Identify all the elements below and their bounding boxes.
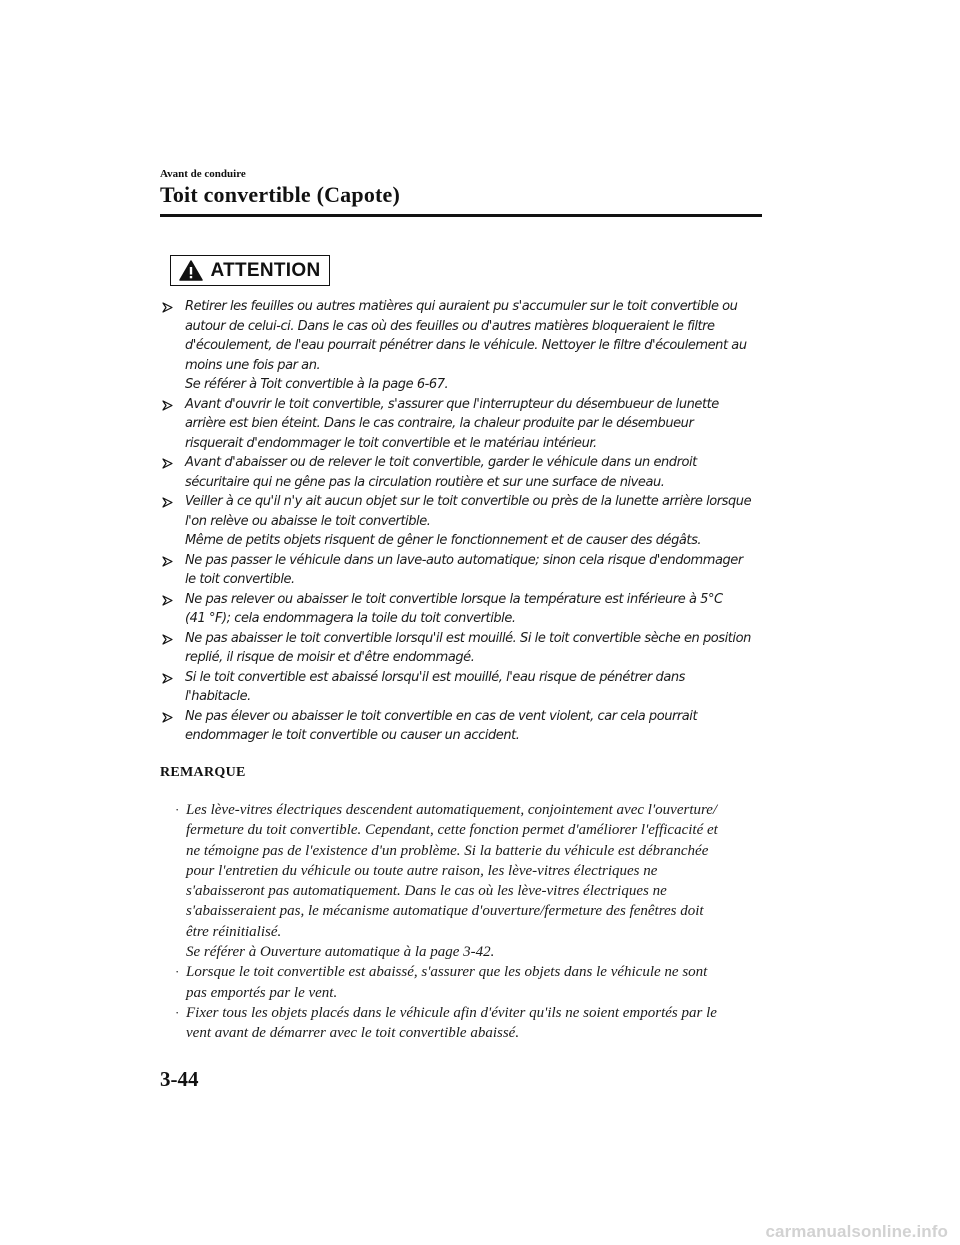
arrow-bullet-icon <box>162 458 173 469</box>
arrow-bullet-icon <box>162 556 173 567</box>
remarque-item-line: Les lève-vitres électriques descendent automatiquement, conjointement avec l'ouverture/ <box>186 802 718 818</box>
remarque-item-line: vent avant de démarrer avec le toit convertible abaissé. <box>186 1025 520 1042</box>
attention-item <box>160 453 766 492</box>
attention-item <box>160 707 766 746</box>
remarque-item-line: s'abaisseront pas automatiquement. Dans le cas où les lève-vitres électriques ne <box>186 883 667 900</box>
arrow-bullet-icon <box>162 634 173 645</box>
remarque-item <box>160 800 766 962</box>
attention-item-line: le toit convertible. <box>185 572 295 587</box>
remarque-item <box>160 1003 766 1044</box>
attention-item-line: l'on relève ou abaisse le toit convertible. <box>185 513 431 529</box>
attention-item-line: d'écoulement, de l'eau pourrait pénétrer dans le véhicule. Nettoyer le filtre d'écoulement au <box>185 338 747 353</box>
arrow-bullet-icon <box>162 497 173 508</box>
attention-item <box>160 668 766 707</box>
attention-item <box>160 590 766 629</box>
bullet-dot: · <box>175 802 180 817</box>
attention-item-line: sécuritaire qui ne gêne pas la circulation routière et sur une surface de niveau. <box>185 474 665 490</box>
remarque-item-line: Se référer à Ouverture automatique à la page 3-42. <box>186 944 495 961</box>
section-label: Avant de conduire <box>160 168 246 180</box>
arrow-bullet-icon <box>162 595 173 606</box>
remarque-item-line: s'abaisseraient pas, le mécanisme automatique d'ouverture/fermeture des fenêtres doit <box>186 903 704 920</box>
remarque-heading: REMARQUE <box>160 765 246 780</box>
attention-item-line: Avant d'abaisser ou de relever le toit convertible, garder le véhicule dans un endroit <box>185 455 697 470</box>
attention-item <box>160 551 766 590</box>
page-number: 3-44 <box>160 1067 199 1091</box>
attention-item <box>160 395 766 454</box>
title-divider <box>160 214 762 217</box>
attention-item-line: moins une fois par an. <box>185 357 321 373</box>
attention-item-line: Retirer les feuilles ou autres matières qui auraient pu s'accumuler sur le toit convertible ou <box>185 299 738 314</box>
attention-item-line: Ne pas passer le véhicule dans un lave-auto automatique; sinon cela risque d'endommager <box>185 552 743 568</box>
attention-item-line: Même de petits objets risquent de gêner le fonctionnement et de causer des dégâts. <box>185 533 702 548</box>
warning-triangle-icon <box>179 260 203 281</box>
attention-item-line: Si le toit convertible est abaissé lorsqu'il est mouillé, l'eau risque de pénétrer dans <box>185 669 685 685</box>
attention-label: ATTENTION <box>210 259 321 281</box>
arrow-bullet-icon <box>162 712 173 723</box>
arrow-bullet-icon <box>162 400 173 411</box>
attention-item <box>160 629 766 668</box>
attention-item-line: risquerait d'endommager le toit convertible et le matériau intérieur. <box>185 435 597 451</box>
attention-item-line: l'habitacle. <box>185 689 251 704</box>
page-title: Toit convertible (Capote) <box>160 182 401 207</box>
bullet-dot: · <box>175 964 180 980</box>
attention-item-line: endommager le toit convertible ou causer un accident. <box>185 728 520 743</box>
attention-item-line: autour de celui-ci. Dans le cas où des feuilles ou d'autres matières bloqueraient le filtre <box>185 318 715 334</box>
arrow-bullet-icon <box>162 302 173 313</box>
attention-list <box>160 297 766 746</box>
attention-item-line: Avant d'ouvrir le toit convertible, s'assurer que l'interrupteur du désembueur de lunette <box>185 396 719 412</box>
remarque-list <box>160 800 766 1044</box>
attention-item-line: Veiller à ce qu'il n'y ait aucun objet sur le toit convertible ou près de la lunette arrière lorsque <box>185 494 752 509</box>
bullet-dot: · <box>175 1004 180 1020</box>
arrow-bullet-icon <box>162 673 173 684</box>
attention-item-line: Ne pas élever ou abaisser le toit convertible en cas de vent violent, car cela pourrait <box>185 708 698 724</box>
remarque-item-line: fermeture du toit convertible. Cependant, cette fonction permet d'améliorer l'efficacité et <box>186 822 718 839</box>
remarque-item-line: Lorsque le toit convertible est abaissé, s'assurer que les objets dans le véhicule ne sont <box>186 964 708 981</box>
attention-item-line: replié, il risque de moisir et d'être endommagé. <box>185 650 475 665</box>
attention-item <box>160 492 766 551</box>
attention-item-line: arrière est bien éteint. Dans le cas contraire, la chaleur produite par le désembueur <box>185 416 694 431</box>
attention-item-line: Se référer à Toit convertible à la page 6-67. <box>185 377 449 392</box>
attention-item-line: Ne pas relever ou abaisser le toit convertible lorsque la température est inférieure à 5°C <box>185 591 723 607</box>
remarque-item-line: Fixer tous les objets placés dans le véhicule afin d'éviter qu'ils ne soient emportés par le <box>186 1004 717 1021</box>
remarque-item-line: ne témoigne pas de l'existence d'un problème. Si la batterie du véhicule est débranchée <box>186 842 709 859</box>
remarque-item-line: pas emportés par le vent. <box>186 984 338 1001</box>
remarque-item-line: pour l'entretien du véhicule ou toute autre raison, les lève-vitres électriques ne <box>186 862 658 879</box>
attention-item-line: (41 °F); cela endommagera la toile du toit convertible. <box>185 611 516 626</box>
attention-item-line: Ne pas abaisser le toit convertible lorsqu'il est mouillé. Si le toit convertible sèche en position <box>185 630 751 646</box>
attention-box <box>170 255 330 286</box>
remarque-item-line: être réinitialisé. <box>186 923 282 940</box>
attention-item <box>160 297 766 395</box>
watermark: carmanualsonline.info <box>765 1222 948 1241</box>
remarque-item <box>160 962 766 1003</box>
